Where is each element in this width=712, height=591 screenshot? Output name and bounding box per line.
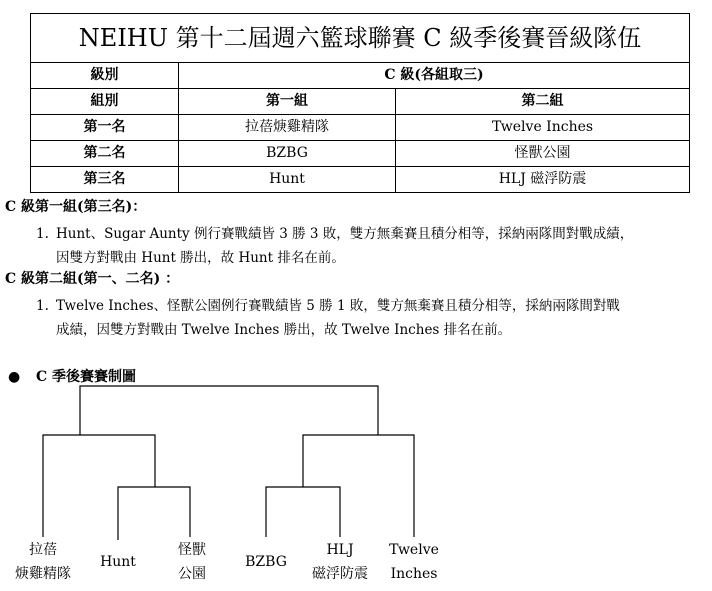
bracket-right-first-round-line <box>266 487 340 537</box>
group2-header: 第二組 <box>396 89 690 115</box>
note-text-continued: 成績，因雙方對戰由 Twelve Inches 勝出，故 Twelve Inches 排名在前。 <box>56 322 512 338</box>
group-label: 組別 <box>31 89 179 115</box>
bracket-right-semi-line <box>303 435 414 537</box>
note-text: Twelve Inches、怪獸公園例行賽戰績皆 5 勝 1 敗，雙方無棄賽且積分相等，採納兩隊間對戰 <box>56 298 620 314</box>
table-cell: 怪獸公園 <box>396 141 690 167</box>
note-number: 1. <box>36 226 49 242</box>
table-cell: HLJ 磁浮防震 <box>396 167 690 193</box>
rank-label: 第三名 <box>31 167 179 193</box>
bracket-team: 怪獸 公園 <box>178 542 206 582</box>
note-text: Hunt、Sugar Aunty 例行賽戰績皆 3 勝 3 敗，雙方無棄賽且積分相等，採納兩隊間對戰成績， <box>56 226 634 242</box>
note-text-continued: 因雙方對戰由 Hunt 勝出，故 Hunt 排名在前。 <box>56 250 345 266</box>
level-label: 級別 <box>31 63 179 89</box>
note-heading: C 級第一組(第三名)： <box>5 199 147 215</box>
bracket-team: Twelve Inches <box>389 542 439 582</box>
note-heading: C 級第二組(第一、二名) ： <box>5 271 180 287</box>
group1-header: 第一組 <box>179 89 396 115</box>
bracket-left-first-round-line <box>118 487 190 540</box>
note-number: 1. <box>36 298 49 314</box>
bracket-title: C 季後賽賽制圖 <box>36 369 137 385</box>
level-value: C 級(各組取三) <box>179 63 690 89</box>
bracket-team: 拉蓓 焿雞精隊 <box>15 542 71 582</box>
bracket-team: HLJ 磁浮防震 <box>312 542 368 582</box>
bracket-team: BZBG <box>245 554 287 570</box>
bracket-final-line <box>80 386 378 435</box>
table-cell: 拉蓓焿雞精隊 <box>179 115 396 141</box>
bracket-left-semi-line <box>43 435 155 537</box>
table-title: NEIHU 第十二屆週六籃球聯賽 C 級季後賽晉級隊伍 <box>31 14 690 63</box>
rank-label: 第二名 <box>31 141 179 167</box>
table-cell: Twelve Inches <box>396 115 690 141</box>
table-cell: Hunt <box>179 167 396 193</box>
bracket-team: Hunt <box>100 554 136 570</box>
bullet-icon: ● <box>8 369 21 385</box>
rank-label: 第一名 <box>31 115 179 141</box>
table-cell: BZBG <box>179 141 396 167</box>
